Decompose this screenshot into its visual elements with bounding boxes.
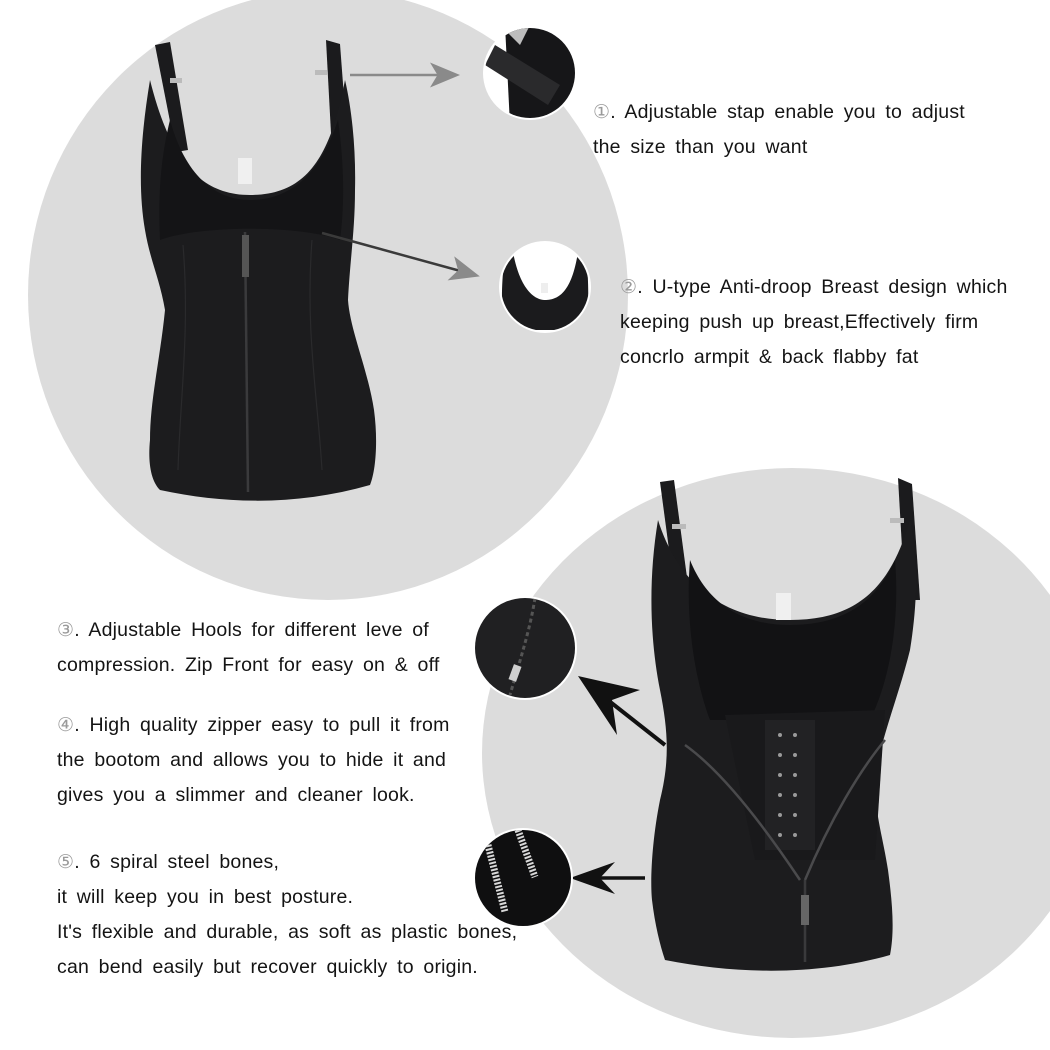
strap-adjuster-detail-circle bbox=[470, 20, 590, 130]
vest-front-closed-image bbox=[141, 40, 376, 501]
feature-3-text bbox=[57, 613, 439, 683]
zipper-detail-circle bbox=[470, 595, 580, 705]
feature-4-text bbox=[57, 708, 450, 813]
feature-1-line-2: the size than you want bbox=[593, 136, 808, 158]
arrow-to-zipper-detail bbox=[578, 676, 665, 745]
feature-4-line-3: gives you a slimmer and cleaner look. bbox=[57, 784, 415, 806]
feature-5-line-1: . 6 spiral steel bones, bbox=[74, 851, 280, 873]
feature-4-marker: ④ bbox=[57, 715, 75, 736]
feature-4-line-1: . High quality zipper easy to pull it from bbox=[74, 714, 450, 736]
feature-2-marker: ② bbox=[620, 277, 638, 298]
feature-2-line-1: . U-type Anti-droop Breast design which bbox=[637, 276, 1008, 298]
feature-2-text bbox=[620, 270, 1008, 375]
feature-5-line-4: can bend easily but recover quickly to origin. bbox=[57, 956, 478, 978]
feature-4-line-2: the bootom and allows you to hide it and bbox=[57, 749, 447, 771]
feature-2-line-2: keeping push up breast,Effectively firm bbox=[620, 311, 979, 333]
feature-3-marker: ③ bbox=[57, 620, 75, 641]
feature-5-text bbox=[57, 845, 517, 985]
feature-5-line-3: It's flexible and durable, as soft as plastic bones, bbox=[57, 921, 518, 943]
arrow-to-bones-detail bbox=[570, 862, 645, 894]
vest-front-open-image bbox=[651, 478, 920, 971]
feature-1-marker: ① bbox=[593, 102, 611, 123]
feature-5-line-2: it will keep you in best posture. bbox=[57, 886, 354, 908]
feature-1-line-1: . Adjustable stap enable you to adjust bbox=[610, 101, 965, 123]
feature-1-text bbox=[593, 95, 965, 165]
feature-3-line-2: compression. Zip Front for easy on & off bbox=[57, 654, 440, 676]
bust-design-detail-circle bbox=[495, 240, 595, 340]
feature-2-line-3: concrlo armpit & back flabby fat bbox=[620, 346, 919, 368]
feature-3-line-1: . Adjustable Hools for different leve of bbox=[74, 619, 429, 641]
feature-5-marker: ⑤ bbox=[57, 852, 75, 873]
